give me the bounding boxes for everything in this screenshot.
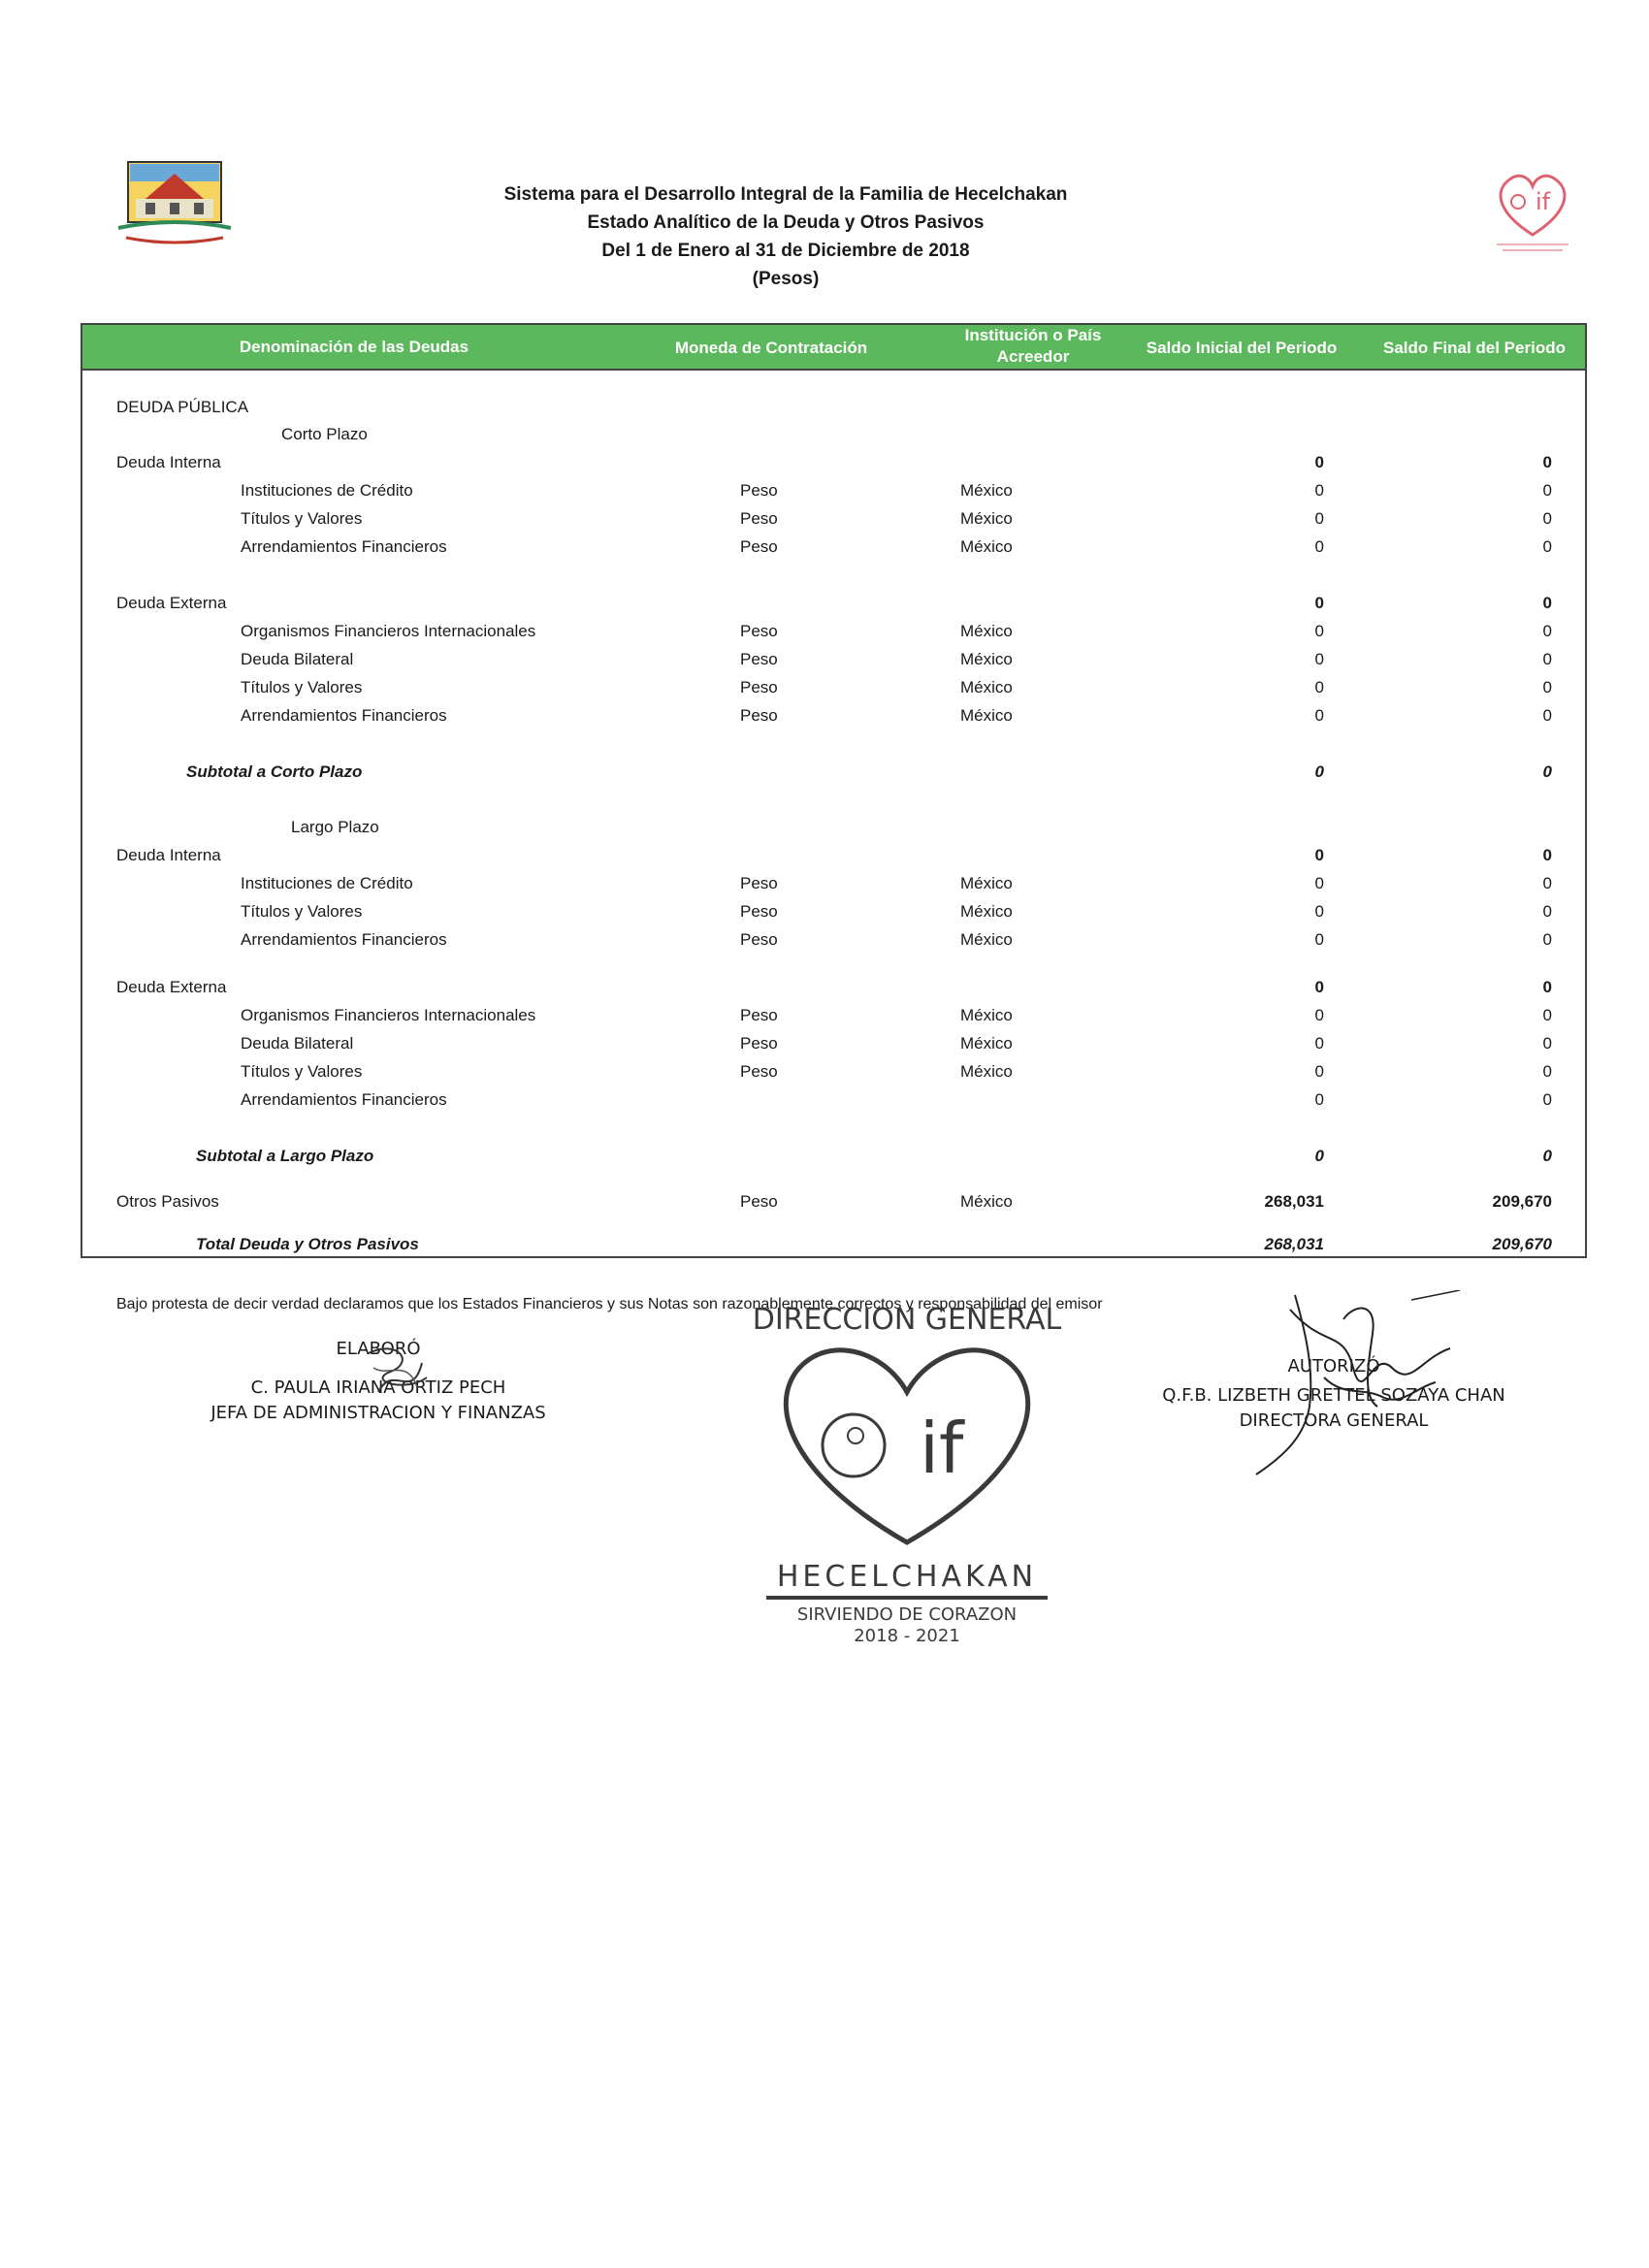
row-saldo-inicial: 0 [1314, 874, 1324, 892]
stamp-slogan-text: SIRVIENDO DE CORAZON [796, 1604, 1018, 1625]
group-label: Deuda Interna [116, 846, 221, 864]
row-pais: México [960, 537, 1013, 556]
row-saldo-inicial: 0 [1314, 706, 1324, 725]
col-header-institucion-line2: Acreedor [996, 347, 1070, 366]
row-pais: México [960, 1034, 1013, 1053]
row-moneda: Peso [740, 1062, 778, 1081]
subtotal-corto-plazo-inicial: 0 [1314, 762, 1324, 781]
row-saldo-final: 0 [1542, 1006, 1552, 1024]
stamp-years-text: 2018 - 2021 [854, 1626, 960, 1646]
row-saldo-inicial: 0 [1314, 930, 1324, 949]
total-final: 209,670 [1492, 1235, 1552, 1253]
row-moneda: Peso [740, 930, 778, 949]
row-saldo-final: 0 [1542, 678, 1552, 697]
row-name: Títulos y Valores [241, 1062, 363, 1081]
group-saldo-inicial: 0 [1314, 846, 1324, 864]
document-header [291, 180, 1280, 293]
subtotal-largo-plazo-final: 0 [1542, 1147, 1552, 1165]
otros-pasivos-pais: México [960, 1192, 1013, 1211]
row-name: Arrendamientos Financieros [241, 537, 447, 556]
row-saldo-final: 0 [1542, 481, 1552, 500]
subtotal-largo-plazo-inicial: 0 [1314, 1147, 1324, 1165]
row-saldo-inicial: 0 [1314, 1090, 1324, 1109]
header-line-3: Del 1 de Enero al 31 de Diciembre de 2018 [601, 241, 970, 261]
row-moneda: Peso [740, 1034, 778, 1053]
row-saldo-final: 0 [1542, 706, 1552, 725]
group-saldo-final: 0 [1542, 846, 1552, 864]
dif-official-stamp [747, 1300, 1067, 1654]
row-saldo-final: 0 [1542, 509, 1552, 528]
row-name: Deuda Bilateral [241, 650, 354, 668]
row-saldo-final: 0 [1542, 1062, 1552, 1081]
row-saldo-inicial: 0 [1314, 481, 1324, 500]
row-moneda: Peso [740, 650, 778, 668]
group-saldo-inicial: 0 [1314, 978, 1324, 996]
otros-pasivos-final: 209,670 [1492, 1192, 1552, 1211]
row-saldo-inicial: 0 [1314, 622, 1324, 640]
autorizo-name: Q.F.B. LIZBETH GRETTEL SOZAYA CHAN [1162, 1385, 1505, 1406]
row-saldo-inicial: 0 [1314, 1062, 1324, 1081]
otros-pasivos-inicial: 268,031 [1264, 1192, 1324, 1211]
elaboro-title: ELABORÓ [336, 1339, 421, 1359]
row-name: Arrendamientos Financieros [241, 930, 447, 949]
row-saldo-final: 0 [1542, 874, 1552, 892]
row-pais: México [960, 678, 1013, 697]
row-name: Títulos y Valores [241, 678, 363, 697]
group-label: Deuda Externa [116, 594, 227, 612]
row-moneda: Peso [740, 509, 778, 528]
row-name: Organismos Financieros Internacionales [241, 622, 536, 640]
stamp-city-text: HECELCHAKAN [776, 1560, 1038, 1594]
row-pais: México [960, 509, 1013, 528]
row-name: Arrendamientos Financieros [241, 706, 447, 725]
row-saldo-final: 0 [1542, 902, 1552, 921]
row-saldo-inicial: 0 [1314, 537, 1324, 556]
row-saldo-final: 0 [1542, 1034, 1552, 1053]
row-saldo-inicial: 0 [1314, 1006, 1324, 1024]
stamp-top-text: DIRECCION GENERAL [752, 1303, 1062, 1337]
row-saldo-final: 0 [1542, 930, 1552, 949]
row-name: Deuda Bilateral [241, 1034, 354, 1053]
subtotal-largo-plazo-label: Subtotal a Largo Plazo [196, 1147, 374, 1165]
autorizo-title: AUTORIZÓ [1287, 1356, 1380, 1377]
row-name: Títulos y Valores [241, 902, 363, 921]
disclaimer-note: Bajo protesta de decir verdad declaramos que los Estados Financieros y sus Notas son razonablemente correctos y responsabilidad del emisor [116, 1296, 1103, 1312]
group-saldo-final: 0 [1542, 978, 1552, 996]
row-pais: México [960, 650, 1013, 668]
col-header-moneda: Moneda de Contratación [674, 339, 868, 357]
debt-table [81, 323, 1587, 1258]
col-header-institucion-line1: Institución o País [964, 326, 1102, 344]
row-pais: México [960, 930, 1013, 949]
subtotal-corto-plazo-final: 0 [1542, 762, 1552, 781]
otros-pasivos-moneda: Peso [740, 1192, 778, 1211]
subtotal-corto-plazo-label: Subtotal a Corto Plazo [186, 762, 363, 781]
group-saldo-inicial: 0 [1314, 453, 1324, 471]
otros-pasivos-label: Otros Pasivos [116, 1192, 219, 1211]
row-saldo-inicial: 0 [1314, 650, 1324, 668]
initials-scribble-icon [359, 1334, 436, 1416]
group-saldo-final: 0 [1542, 453, 1552, 471]
row-saldo-final: 0 [1542, 537, 1552, 556]
header-line-4: (Pesos) [752, 269, 820, 289]
row-pais: México [960, 622, 1013, 640]
row-pais: México [960, 1006, 1013, 1024]
group-saldo-inicial: 0 [1314, 594, 1324, 612]
row-saldo-final: 0 [1542, 622, 1552, 640]
row-pais: México [960, 481, 1013, 500]
group-label: Deuda Interna [116, 453, 221, 471]
signature-scribble-icon [1217, 1290, 1470, 1489]
autorizo-role: DIRECTORA GENERAL [1239, 1410, 1429, 1431]
row-saldo-final: 0 [1542, 1090, 1552, 1109]
dif-logo-text: if [1536, 188, 1551, 215]
total-label: Total Deuda y Otros Pasivos [196, 1235, 419, 1253]
row-moneda: Peso [740, 537, 778, 556]
row-saldo-inicial: 0 [1314, 1034, 1324, 1053]
section-deuda-publica: DEUDA PÚBLICA [116, 398, 249, 416]
total-inicial: 268,031 [1264, 1235, 1324, 1253]
col-header-saldo-inicial: Saldo Inicial del Periodo [1146, 339, 1338, 357]
row-pais: México [960, 1062, 1013, 1081]
elaboro-name: C. PAULA IRIANA ORTIZ PECH [250, 1377, 506, 1398]
row-moneda: Peso [740, 678, 778, 697]
col-header-denominacion: Denominación de las Deudas [239, 338, 469, 356]
row-saldo-inicial: 0 [1314, 902, 1324, 921]
section-largo-plazo: Largo Plazo [291, 818, 379, 836]
row-moneda: Peso [740, 706, 778, 725]
row-pais: México [960, 706, 1013, 725]
row-name: Organismos Financieros Internacionales [241, 1006, 536, 1024]
elaboro-role: JEFA DE ADMINISTRACION Y FINANZAS [210, 1403, 546, 1423]
group-saldo-final: 0 [1542, 594, 1552, 612]
row-moneda: Peso [740, 1006, 778, 1024]
row-moneda: Peso [740, 902, 778, 921]
section-corto-plazo: Corto Plazo [281, 425, 368, 443]
row-name: Instituciones de Crédito [241, 481, 413, 500]
row-name: Títulos y Valores [241, 509, 363, 528]
stamp-if-text: if [920, 1408, 964, 1489]
row-pais: México [960, 874, 1013, 892]
header-line-1: Sistema para el Desarrollo Integral de la Familia de Hecelchakan [503, 184, 1068, 205]
row-saldo-inicial: 0 [1314, 509, 1324, 528]
municipal-coat-of-arms-icon [116, 160, 233, 252]
row-pais: México [960, 902, 1013, 921]
row-moneda: Peso [740, 481, 778, 500]
group-label: Deuda Externa [116, 978, 227, 996]
col-header-saldo-final: Saldo Final del Periodo [1383, 339, 1566, 357]
row-moneda: Peso [740, 622, 778, 640]
row-saldo-inicial: 0 [1314, 678, 1324, 697]
row-name: Arrendamientos Financieros [241, 1090, 447, 1109]
table-header [82, 325, 1585, 371]
row-moneda: Peso [740, 874, 778, 892]
dif-heart-logo-icon [1489, 165, 1576, 262]
row-saldo-final: 0 [1542, 650, 1552, 668]
row-name: Instituciones de Crédito [241, 874, 413, 892]
header-line-2: Estado Analítico de la Deuda y Otros Pasivos [587, 212, 985, 233]
